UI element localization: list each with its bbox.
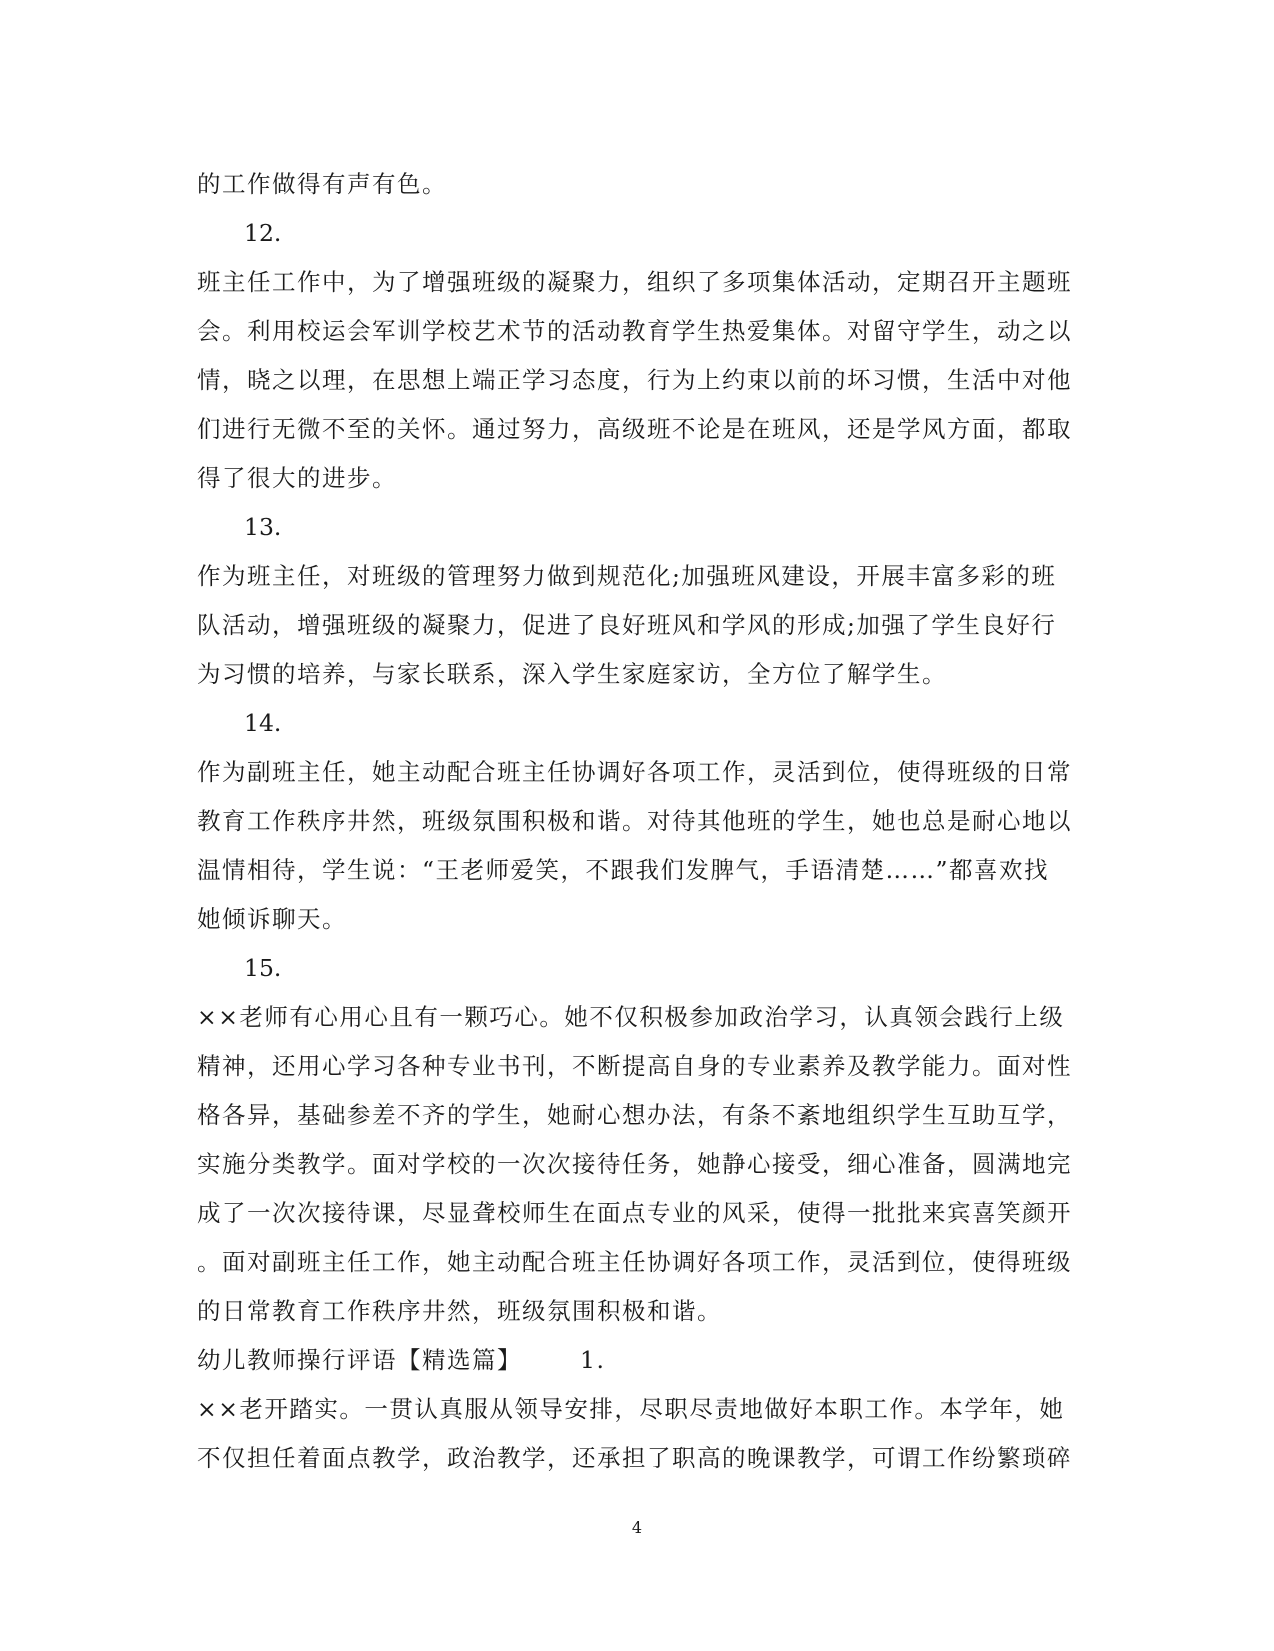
section-heading-line — [197, 1336, 1082, 1385]
paragraph-line: 队活动，增强班级的凝聚力，促进了良好班风和学风的形成;加强了学生良好行 — [197, 611, 1057, 639]
item-number: 15. — [244, 954, 282, 982]
paragraph-line: 她倾诉聊天。 — [197, 905, 347, 933]
item-number: 14. — [244, 709, 282, 737]
paragraph-line: 。面对副班主任工作，她主动配合班主任协调好各项工作，灵活到位，使得班级 — [197, 1248, 1072, 1276]
body-text — [197, 160, 1082, 1483]
paragraph-line: 班主任工作中，为了增强班级的凝聚力，组织了多项集体活动，定期召开主题班 — [197, 268, 1072, 296]
section-heading: 幼儿教师操行评语【精选篇】 — [197, 1346, 522, 1374]
paragraph-line: 的日常教育工作秩序井然，班级氛围积极和谐。 — [197, 1297, 722, 1325]
paragraph-line: 作为副班主任，她主动配合班主任协调好各项工作，灵活到位，使得班级的日常 — [197, 758, 1072, 786]
paragraph-line: 格各异，基础参差不齐的学生，她耐心想办法，有条不紊地组织学生互助互学， — [197, 1101, 1072, 1129]
paragraph-line: 情，晓之以理，在思想上端正学习态度，行为上约束以前的坏习惯，生活中对他 — [197, 366, 1072, 394]
paragraph-line: 作为班主任，对班级的管理努力做到规范化;加强班风建设，开展丰富多彩的班 — [197, 562, 1057, 590]
paragraph-line: 不仅担任着面点教学，政治教学，还承担了职高的晚课教学，可谓工作纷繁琐碎 — [197, 1444, 1072, 1472]
paragraph-line: 为习惯的培养，与家长联系，深入学生家庭家访，全方位了解学生。 — [197, 660, 947, 688]
paragraph-line: 教育工作秩序井然，班级氛围积极和谐。对待其他班的学生，她也总是耐心地以 — [197, 807, 1072, 835]
item-number: 13. — [244, 513, 282, 541]
paragraph-line: ××老师有心用心且有一颗巧心。她不仅积极参加政治学习，认真领会践行上级 — [197, 1003, 1065, 1031]
item-number: 1. — [580, 1346, 606, 1374]
paragraph-line: ××老开踏实。一贯认真服从领导安排，尽职尽责地做好本职工作。本学年，她 — [197, 1395, 1065, 1423]
paragraph-line: 得了很大的进步。 — [197, 464, 397, 492]
page-number: 4 — [631, 1518, 643, 1537]
paragraph-line: 温情相待，学生说：“王老师爱笑，不跟我们发脾气，手语清楚……”都喜欢找 — [197, 856, 1050, 884]
paragraph-line: 实施分类教学。面对学校的一次次接待任务，她静心接受，细心准备，圆满地完 — [197, 1150, 1072, 1178]
paragraph-line: 精神，还用心学习各种专业书刊，不断提高自身的专业素养及教学能力。面对性 — [197, 1052, 1072, 1080]
item-number: 12. — [244, 219, 282, 247]
paragraph-line: 的工作做得有声有色。 — [197, 170, 447, 198]
paragraph-line: 会。利用校运会军训学校艺术节的活动教育学生热爱集体。对留守学生，动之以 — [197, 317, 1072, 345]
paragraph-line: 成了一次次接待课，尽显聋校师生在面点专业的风采，使得一批批来宾喜笑颜开 — [197, 1199, 1072, 1227]
paragraph-line: 们进行无微不至的关怀。通过努力，高级班不论是在班风，还是学风方面，都取 — [197, 415, 1072, 443]
